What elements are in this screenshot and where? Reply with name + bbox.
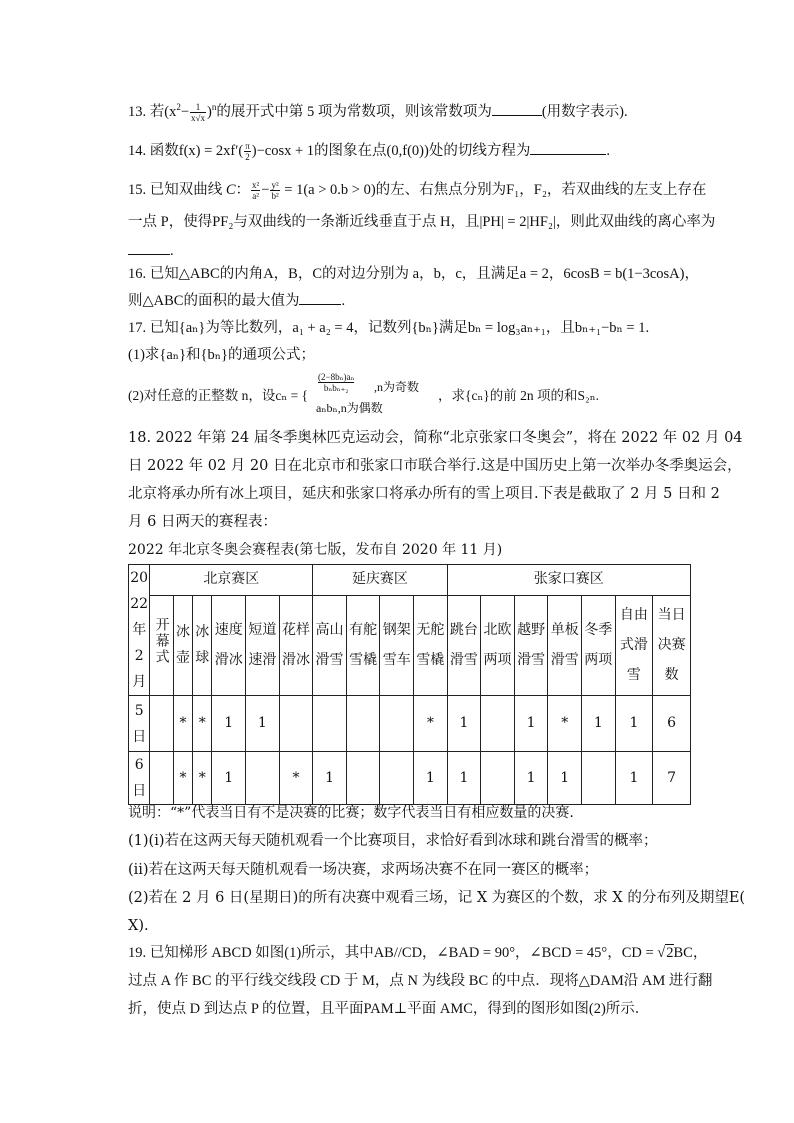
fraction: $\frac{1}{x√x}$: [191, 102, 205, 124]
table-cell: 1: [212, 752, 246, 805]
event-header: 开幕式: [153, 617, 170, 666]
table-cell: 1: [615, 696, 653, 752]
question-17-part1: (1)求{aₙ}和{bₙ}的通项公式；: [128, 347, 315, 363]
table-cell: *: [414, 696, 448, 752]
question-15-line2: 一点 P，使得PF₂与双曲线的一条渐近线垂直于点 H，且|PH| = 2|HF₂|，则此双曲线的离心率为: [128, 214, 716, 230]
event-header: 高山滑雪: [313, 595, 347, 695]
table-cell: 1: [212, 696, 246, 752]
answer-blank[interactable]: [492, 101, 542, 116]
event-header: 冰壶: [173, 595, 192, 695]
question-18-part1i: (1)(i)若在这两天每天随机观看一个比赛项目，求恰好看到冰球和跳台滑雪的概率；: [128, 833, 658, 849]
table-cell: *: [279, 752, 313, 805]
table-cell: [246, 752, 280, 805]
event-header: 单板滑雪: [548, 595, 582, 695]
table-cell: [380, 696, 414, 752]
table-cell: [582, 752, 616, 805]
table-cell: [150, 696, 173, 752]
table-note: 说明：“*”代表当日有不是决赛的比赛；数字代表当日有相应数量的决赛.: [128, 805, 574, 821]
question-15: 15. 已知双曲线 C： $\frac{\text{x²}}{\text{a²}}$ − $\frac{\text{y²}}{\text{b²}}$ = 1(a > 0.b > 0)的左、右焦点分别为F₁，F₂，若双曲线的左支上存在: [128, 180, 707, 202]
fraction: $\frac{\pi}{2}$: [245, 141, 250, 163]
event-header: 自由式滑雪: [615, 595, 653, 695]
table-cell: [346, 752, 380, 805]
zone-zhangjiakou: 张家口赛区: [447, 565, 690, 596]
event-header: 冰球: [193, 595, 212, 695]
question-18-line2: 日 2022 年 02 月 20 日在北京市和张家口市联合举行.这是中国历史上第一次举办冬季奥运会，: [128, 458, 742, 474]
table-cell: 1: [414, 752, 448, 805]
table-cell: [481, 696, 515, 752]
question-18: 18. 2022 年第 24 届冬季奥林匹克运动会，简称“北京张家口冬奥会”，将在 2022 年 02 月 04: [128, 430, 743, 446]
table-row: [129, 752, 691, 805]
question-16-line2: 则△ABC的面积的最大值为 .: [128, 290, 698, 311]
event-header: 花样滑冰: [279, 595, 313, 695]
zone-beijing: 北京赛区: [150, 565, 313, 596]
event-header: 当日决赛数: [653, 595, 691, 695]
day-cell: 5日: [129, 696, 150, 752]
question-18-part1ii: (ii)若在这两天每天随机观看一场决赛，求两场决赛不在同一赛区的概率；: [128, 862, 599, 878]
zone-yanqing: 延庆赛区: [313, 565, 447, 596]
event-header: 跳台滑雪: [447, 595, 481, 695]
table-cell: 1: [514, 752, 548, 805]
table-row: [129, 696, 691, 752]
question-19-line2: 过点 A 作 BC 的平行线交线段 CD 于 M，点 N 为线段 BC 的中点．现将△DAM沿 AM 进行翻: [128, 973, 713, 989]
table-cell: [346, 696, 380, 752]
answer-blank[interactable]: [530, 140, 606, 155]
event-header: 北欧两项: [481, 595, 515, 695]
table-cell: *: [548, 696, 582, 752]
question-19-line3: 折，使点 D 到达点 P 的位置，且平面PAM⊥平面 AMC，得到的图形如图(2)所示．: [128, 1001, 650, 1017]
day-cell: 6日: [129, 752, 150, 805]
table-cell: [279, 696, 313, 752]
table-cell: *: [173, 696, 192, 752]
table-title: 2022 年北京冬奥会赛程表(第七版，发布自 2020 年 11 月): [128, 542, 503, 558]
piecewise-case-2: aₙbₙ,n为偶数: [316, 401, 383, 415]
answer-blank[interactable]: [128, 240, 170, 255]
event-header: 有舵雪橇: [346, 595, 380, 695]
table-cell: [313, 696, 347, 752]
event-header: 速度滑冰: [212, 595, 246, 695]
table-cell: *: [193, 752, 212, 805]
corner-cell: 2022年2月: [129, 565, 150, 696]
question-17: 17. 已知{aₙ}为等比数列，a₁ + a₂ = 4，记数列{bₙ}满足bₙ = log₃aₙ₊₁，且bₙ₊₁−bₙ = 1.: [128, 320, 650, 336]
question-18-part2: (2)若在 2 月 6 日(星期日)的所有决赛中观看三场，记 X 为赛区的个数，求 X 的分布列及期望E(: [128, 890, 746, 906]
table-cell: *: [193, 696, 212, 752]
event-header-row: [129, 595, 691, 695]
table-cell: 1: [548, 752, 582, 805]
question-18-line4: 月 6 日两天的赛程表：: [128, 514, 277, 530]
question-15-line3: .: [128, 240, 698, 261]
event-header: 短道速滑: [246, 595, 280, 695]
question-19: 19. 已知梯形 ABCD 如图(1)所示，其中AB//CD，∠BAD = 90°，∠BCD = 45°，CD = √2BC，: [128, 945, 708, 961]
event-header: 越野滑雪: [514, 595, 548, 695]
event-header: 冬季两项: [582, 595, 616, 695]
piecewise-case-1: (2−8bₙ)aₙ bₙbₙ₊₂: [318, 372, 355, 393]
table-cell: *: [173, 752, 192, 805]
schedule-table: [128, 564, 691, 805]
question-18-part2-end: X).: [128, 918, 149, 934]
event-header: 无舵雪橇: [414, 595, 448, 695]
table-cell: [150, 752, 173, 805]
zone-header-row: [129, 565, 691, 596]
fraction-y: $\frac{\text{y²}}{\text{b²}}$: [271, 180, 279, 202]
table-cell: 1: [246, 696, 280, 752]
question-14: 14. 函数f(x) = 2xf′( $\frac{\pi}{2}$ )−cosx + 1的图象在点(0,f(0))处的切线方程为 .: [128, 141, 610, 163]
question-13: 13. 若($x^2-$ $\frac{1}{x√x}$ )$^n$的展开式中第 5 项为常数项，则该常数项为 (用数字表示).: [128, 102, 628, 124]
question-18-line3: 北京将承办所有冰上项目，延庆和张家口将承办所有的雪上项目.下表是截取了 2 月 5 日和 2: [128, 486, 720, 502]
table-cell: [380, 752, 414, 805]
answer-blank[interactable]: [299, 290, 341, 305]
event-header: 钢架雪车: [380, 595, 414, 695]
fraction-x: $\frac{\text{x²}}{\text{a²}}$: [252, 180, 260, 202]
table-cell: 1: [447, 752, 481, 805]
table-cell: 1: [313, 752, 347, 805]
question-16: 16. 已知△ABC的内角A，B，C的对边分别为 a，b，c，且满足a = 2，6cosB = b(1−3cosA)，: [128, 266, 699, 282]
table-cell: 1: [615, 752, 653, 805]
table-cell: [481, 752, 515, 805]
question-17-part2: (2)对任意的正整数 n，设cₙ = { (2−8bₙ)aₙ bₙbₙ₊₂ ,n为奇数 aₙbₙ,n为偶数 ，求{cₙ}的前 2n 项的和S₂ₙ.: [128, 372, 698, 416]
table-cell: 7: [653, 752, 691, 805]
table-cell: 1: [447, 696, 481, 752]
table-cell: 1: [514, 696, 548, 752]
table-cell: 1: [582, 696, 616, 752]
table-cell: 6: [653, 696, 691, 752]
